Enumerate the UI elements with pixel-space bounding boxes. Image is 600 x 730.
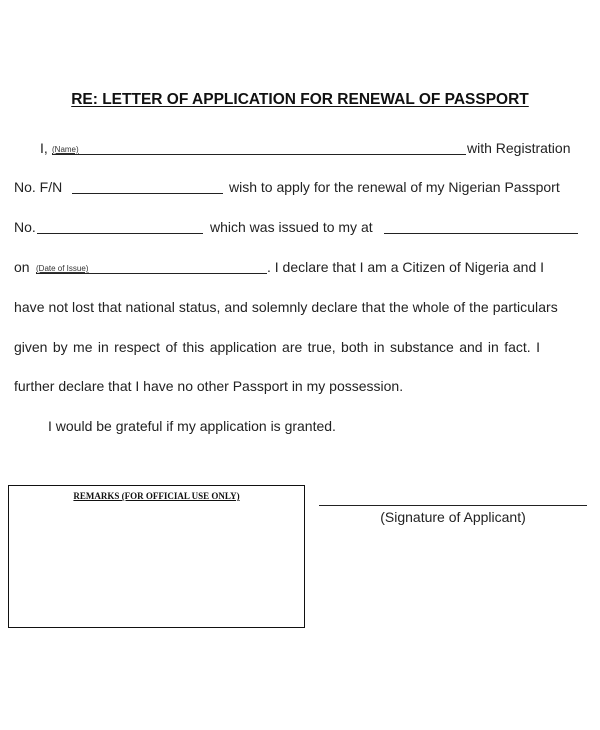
letter-title: RE: LETTER OF APPLICATION FOR RENEWAL OF PASSPORT: [71, 91, 529, 108]
line1-prefix: I,: [40, 140, 48, 156]
paragraph-line-1: [14, 138, 584, 158]
registration-number-field[interactable]: [72, 177, 223, 194]
line4-text: . I declare that I am a Citizen of Nigeria and I: [267, 259, 545, 275]
name-field[interactable]: [52, 138, 466, 155]
paragraph-line-3: [14, 217, 584, 237]
date-hint: (Date of Issue): [36, 264, 89, 273]
name-hint: (Name): [52, 145, 79, 154]
issue-place-field[interactable]: [384, 217, 578, 234]
paragraph-line-6: given by me in respect of this application are true, both in substance and in fact. I: [14, 339, 540, 355]
paragraph-line-8: I would be grateful if my application is granted.: [48, 418, 336, 434]
line3-text: which was issued to my at: [210, 219, 373, 235]
paragraph-line-7: further declare that I have no other Passport in my possession.: [14, 378, 404, 394]
paragraph-line-2: [14, 177, 584, 197]
signature-label: (Signature of Applicant): [380, 509, 526, 525]
remarks-box[interactable]: [8, 485, 305, 628]
line2-prefix: No. F/N: [14, 179, 63, 195]
paragraph-line-4: [14, 257, 584, 277]
signature-line[interactable]: [319, 505, 587, 506]
remarks-title: REMARKS (FOR OFFICIAL USE ONLY): [73, 491, 240, 501]
line1-suffix: with Registration: [467, 140, 571, 156]
paragraph-line-5: have not lost that national status, and solemnly declare that the whole of the particulars: [14, 299, 558, 315]
passport-number-field[interactable]: [37, 217, 203, 234]
line3-prefix: No.: [14, 219, 36, 235]
line4-prefix: on: [14, 259, 30, 275]
line2-text: wish to apply for the renewal of my Nigerian Passport: [229, 179, 560, 195]
